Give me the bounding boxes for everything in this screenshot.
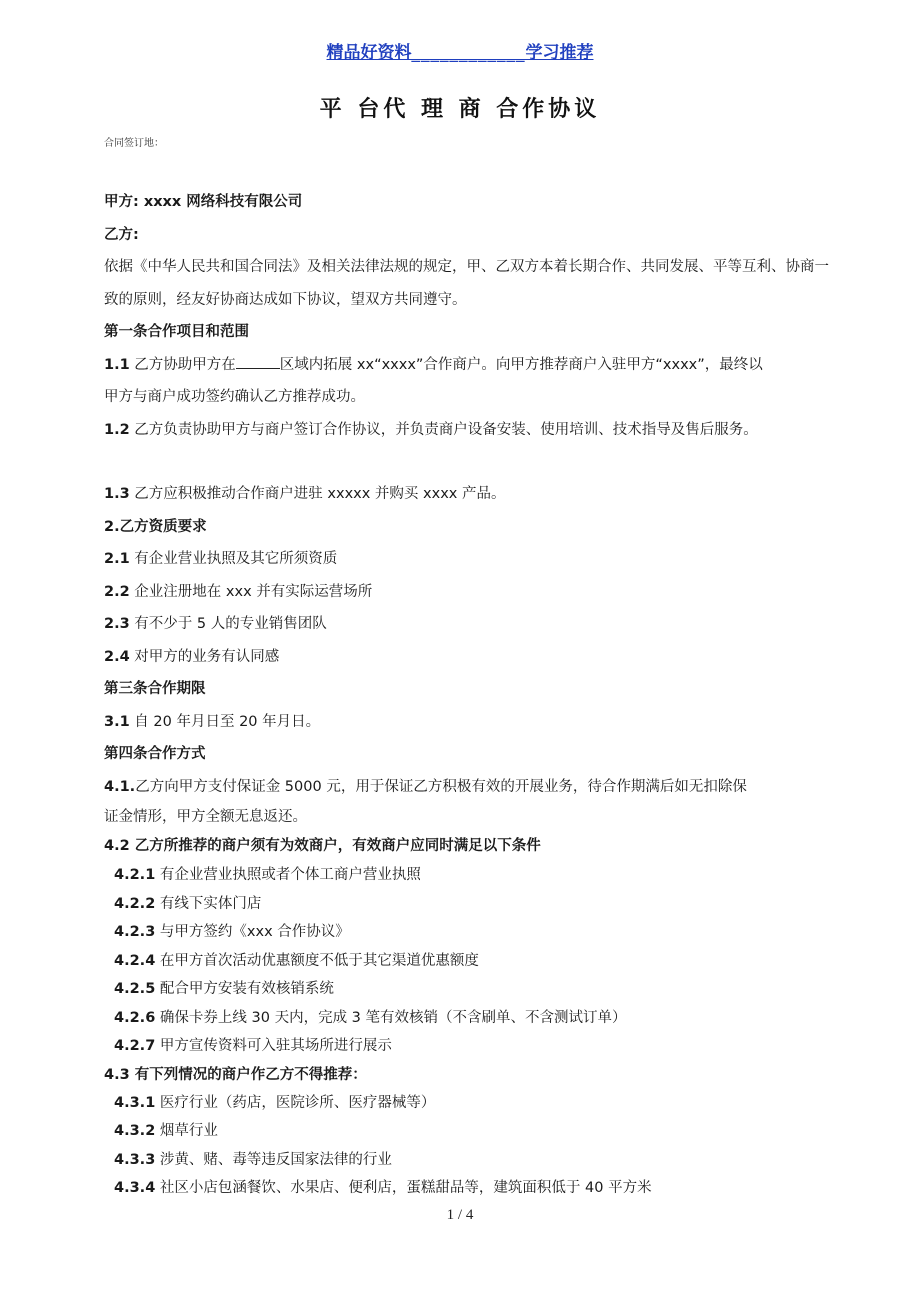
document-title: 平 台代 理 商 合作协议 — [319, 97, 601, 122]
clause-number: 2.4 — [104, 648, 130, 665]
intro-paragraph: 依据《中华人民共和国合同法》及相关法律法规的规定，甲、乙双方本着长期合作、共同发展、平等互利、协商一致的原则，经友好协商达成如下协议，望双方共同遵守。 — [104, 259, 829, 308]
clause-text: 有线下实体门店 — [155, 895, 262, 912]
spacer — [104, 446, 834, 478]
clause-2-1 — [104, 543, 834, 576]
clause-1-1 — [104, 349, 834, 382]
clause-4-2-6 — [104, 1004, 834, 1033]
clause-text: 区域内拓展 xx“xxxx”合作商户。向甲方推荐商户入驻甲方“xxxx”，最终以 — [279, 356, 763, 373]
clause-4-2-7 — [104, 1032, 834, 1061]
clause-text: 自 20 年月日至 20 年月日。 — [129, 713, 321, 730]
clause-text: 有不少于 5 人的专业销售团队 — [129, 616, 327, 632]
clause-1-3 — [104, 478, 834, 511]
clause-number: 4.2.5 — [114, 981, 156, 997]
clause-number: 4.3.2 — [114, 1123, 156, 1139]
clause-1-2 — [104, 414, 834, 447]
clause-number: 4.2.2 — [114, 895, 156, 912]
header-right-text: 学习推荐 — [525, 43, 594, 63]
clause-text: 有企业营业执照或者个体工商户营业执照 — [155, 867, 421, 883]
clause-number: 4.2.7 — [114, 1038, 156, 1054]
clause-text: 社区小店包涵餐饮、水果店、便利店，蛋糕甜品等，建筑面积低于 40 平方米 — [155, 1180, 652, 1196]
clause-3-1 — [104, 706, 834, 739]
article-3-heading: 第三条合作期限 — [104, 681, 206, 697]
clause-4-1 — [104, 771, 834, 804]
clause-text: 企业注册地在 xxx 并有实际运营场所 — [129, 583, 373, 600]
article-2-heading: 2.乙方资质要求 — [104, 518, 207, 535]
clause-number: 4.2.4 — [114, 952, 156, 969]
clause-number: 1.2 — [104, 421, 130, 438]
header-left-text: 精品好资料 — [326, 43, 412, 63]
clause-number: 3.1 — [104, 713, 130, 730]
clause-text: 配合甲方安装有效核销系统 — [155, 981, 334, 997]
clause-number: 4.3.3 — [114, 1151, 156, 1168]
sign-place-label: 合同签订地： — [104, 138, 164, 149]
clause-number: 2.3 — [104, 616, 130, 632]
clause-text: 乙方应积极推动合作商户进驻 xxxxx 并购买 xxxx 产品。 — [129, 486, 506, 502]
clause-text: 乙方向甲方支付保证金 5000 元，用于保证乙方积极有效的开展业务，待合作期满后如无扣除保 — [135, 778, 747, 795]
clause-text: 涉黄、赌、毒等违反国家法律的行业 — [155, 1151, 392, 1168]
clause-text: 对甲方的业务有认同感 — [129, 648, 280, 665]
clause-4-2-3 — [104, 918, 834, 947]
clause-text: 有企业营业执照及其它所须资质 — [129, 551, 338, 567]
clause-number: 4.3.1 — [114, 1094, 156, 1111]
clause-4-2-2 — [104, 890, 834, 919]
clause-text: 与甲方签约《xxx 合作协议》 — [155, 924, 350, 940]
clause-text: 确保卡券上线 30 天内，完成 3 笔有效核销（不含刷单、不含测试订单） — [155, 1009, 627, 1026]
clause-1-1-line2: 甲方与商户成功签约确认乙方推荐成功。 — [104, 389, 365, 405]
document-body — [104, 186, 834, 1203]
clause-number: 1.3 — [104, 486, 130, 502]
region-blank — [236, 354, 280, 369]
clause-2-4 — [104, 641, 834, 674]
article-1-heading: 第一条合作项目和范围 — [104, 324, 249, 340]
clause-text: 医疗行业（药店，医院诊所、医疗器械等） — [155, 1094, 436, 1111]
clause-4-2-4 — [104, 947, 834, 976]
clause-4-1-line2: 证金情形，甲方全额无息返还。 — [104, 809, 307, 825]
header-dashes: ____________ — [411, 43, 526, 63]
party-a: 甲方: xxxx 网络科技有限公司 — [104, 194, 303, 210]
clause-4-3: 4.3 有下列情况的商户作乙方不得推荐： — [104, 1066, 367, 1083]
page-header — [0, 38, 920, 63]
party-b: 乙方: — [104, 226, 139, 243]
clause-text: 烟草行业 — [155, 1123, 218, 1139]
article-4-heading: 第四条合作方式 — [104, 746, 206, 762]
clause-4-2-1 — [104, 861, 834, 890]
clause-4-3-1 — [104, 1089, 834, 1118]
clause-number: 4.1. — [104, 778, 136, 795]
clause-number: 4.3.4 — [114, 1180, 156, 1196]
clause-number: 2.1 — [104, 551, 130, 567]
clause-text: 乙方协助甲方在 — [129, 356, 236, 373]
clause-2-2 — [104, 576, 834, 609]
clause-2-3 — [104, 608, 834, 641]
clause-4-2-5 — [104, 975, 834, 1004]
clause-number: 4.2.6 — [114, 1009, 156, 1026]
clause-number: 4.2.1 — [114, 867, 156, 883]
clause-4-3-4 — [104, 1174, 834, 1203]
clause-number: 4.2.3 — [114, 924, 156, 940]
clause-4-2: 4.2 乙方所推荐的商户须有为效商户，有效商户应同时满足以下条件 — [104, 838, 541, 854]
clause-text: 甲方宣传资料可入驻其场所进行展示 — [155, 1038, 392, 1054]
clause-4-3-2 — [104, 1117, 834, 1146]
clause-text: 在甲方首次活动优惠额度不低于其它渠道优惠额度 — [155, 952, 479, 969]
clause-text: 乙方负责协助甲方与商户签订合作协议，并负责商户设备安装、使用培训、技术指导及售后服务。 — [129, 421, 758, 438]
page-number: 1 / 4 — [446, 1207, 474, 1223]
clause-number: 1.1 — [104, 356, 130, 373]
clause-number: 2.2 — [104, 583, 130, 600]
clause-4-3-3 — [104, 1146, 834, 1175]
